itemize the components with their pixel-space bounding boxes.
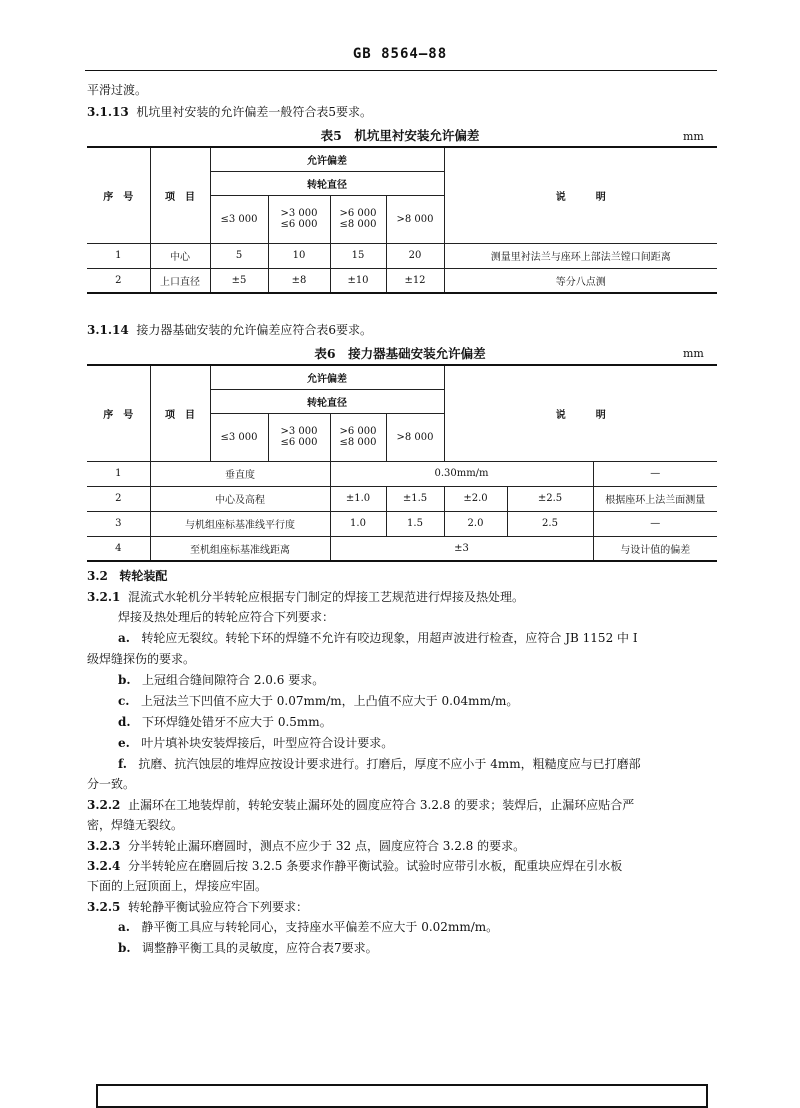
clause-3-1-14 [87,323,372,337]
clause-text: 混流式水轮机分半转轮应根据专门制定的焊接工艺规范进行焊接及热处理。 [128,590,525,604]
clause-number: 3.2.3 [87,839,121,853]
section-title: 转轮装配 [119,569,168,583]
clause-number: 3.2.4 [87,859,121,873]
clause-text: 转轮静平衡试验应符合下列要求： [128,900,309,914]
text-line: 下面的上冠顶面上，焊接应牢固。 [87,879,268,893]
clause-3-2-3 [87,839,525,853]
table6-caption: 表6 接力器基础安装允许偏差 [314,346,486,361]
list-item-a: a. 静平衡工具应与转轮同心，支持座水平偏差不应大于 0.02mm/m。 [118,920,499,934]
clause-number: 3.1.14 [87,323,129,337]
text-line: 平滑过渡。 [87,83,148,97]
table-row: 1 垂直度 0.30mm/m — [87,461,717,486]
clause-text: 止漏环在工地装焊前，转轮安装止漏环处的圆度应符合 3.2.8 的要求；装焊后，止漏环应贴合严 [128,798,635,812]
header-col3: >6 000 ≤8 000 [330,413,386,461]
list-item-e: e. 叶片填补块安装焊接后，叶型应符合设计要求。 [118,736,394,750]
clause-number: 3.2 [87,569,108,583]
clause-3-2-5 [87,900,308,914]
text-line: 分一致。 [87,777,136,791]
list-item-b: b. 上冠组合缝间隙符合 2.0.6 要求。 [118,673,325,687]
standard-number-header: GB 8564—88 [352,46,448,62]
table-row: 4 至机组座标基准线距离 ±3 与设计值的偏差 [87,536,717,561]
table-row: 3 与机组座标基准线平行度 1.0 1.5 2.0 2.5 — [87,511,717,536]
table5-caption: 表5 机坑里衬安装允许偏差 [320,128,480,143]
table6 [87,364,717,562]
header-rule [85,70,717,71]
text-line: 焊接及热处理后的转轮应符合下列要求： [118,610,335,624]
text-line: 级焊缝探伤的要求。 [87,652,196,666]
list-item-d: d. 下环焊缝处错牙不应大于 0.5mm。 [118,715,332,729]
header-note: 说 明 [444,147,717,243]
list-item-b: b. 调整静平衡工具的灵敏度，应符合表7要求。 [118,941,378,955]
table-row: 2 上口直径 ±5 ±8 ±10 ±12 等分八点测 [87,268,717,293]
header-col4: >8 000 [386,413,444,461]
clause-text: 分半转轮止漏环磨圆时，测点不应少于 32 点，圆度应符合 3.2.8 的要求。 [128,839,526,853]
clause-3-2-4 [87,859,622,873]
header-item: 项 目 [150,147,210,243]
clause-text: 分半转轮应在磨圆后按 3.2.5 条要求作静平衡试验。试验时应带引水板，配重块应焊在引水板 [128,859,623,873]
table-row: 2 中心及高程 ±1.0 ±1.5 ±2.0 ±2.5 根据座环上法兰面测量 [87,486,717,511]
list-item-c: c. 上冠法兰下凹值不应大于 0.07mm/m，上凸值不应大于 0.04mm/m。 [118,694,519,708]
header-col1: ≤3 000 [210,413,268,461]
text-line: 密，焊缝无裂纹。 [87,818,184,832]
clause-3-2-1 [87,590,524,604]
list-item-f: f. 抗磨、抗汽蚀层的堆焊应按设计要求进行。打磨后，厚度不应小于 4mm，粗糙度应与已打磨部 [118,757,641,771]
header-runner-diameter: 转轮直径 [210,171,444,195]
header-col4: >8 000 [386,195,444,243]
header-seq: 序 号 [87,365,150,461]
header-note: 说 明 [444,365,717,461]
section-3-2 [87,569,167,583]
clause-text: 接力器基础安装的允许偏差应符合表6要求。 [136,323,373,337]
page-footer-frame [96,1084,708,1108]
header-col2: >3 000 ≤6 000 [268,413,330,461]
header-col2: >3 000 ≤6 000 [268,195,330,243]
header-col1: ≤3 000 [210,195,268,243]
table-row: 1 中心 5 10 15 20 测量里衬法兰与座环上部法兰镗口间距离 [87,243,717,268]
table6-unit: mm [683,347,704,360]
clause-text: 机坑里衬安装的允许偏差一般符合表5要求。 [136,105,373,119]
clause-3-2-2 [87,798,634,812]
header-tolerance: 允许偏差 [210,147,444,171]
header-tolerance: 允许偏差 [210,365,444,389]
header-seq: 序 号 [87,147,150,243]
header-runner-diameter: 转轮直径 [210,389,444,413]
clause-number: 3.2.5 [87,900,121,914]
clause-3-1-13 [87,105,372,119]
list-item-a: a. 转轮应无裂纹。转轮下环的焊缝不允许有咬边现象，用超声波进行检查，应符合 JB 1152 中 I [118,631,638,645]
table5 [87,146,717,294]
header-item: 项 目 [150,365,210,461]
table5-unit: mm [683,130,704,143]
clause-number: 3.2.2 [87,798,121,812]
clause-number: 3.2.1 [87,590,121,604]
header-col3: >6 000 ≤8 000 [330,195,386,243]
clause-number: 3.1.13 [87,105,129,119]
